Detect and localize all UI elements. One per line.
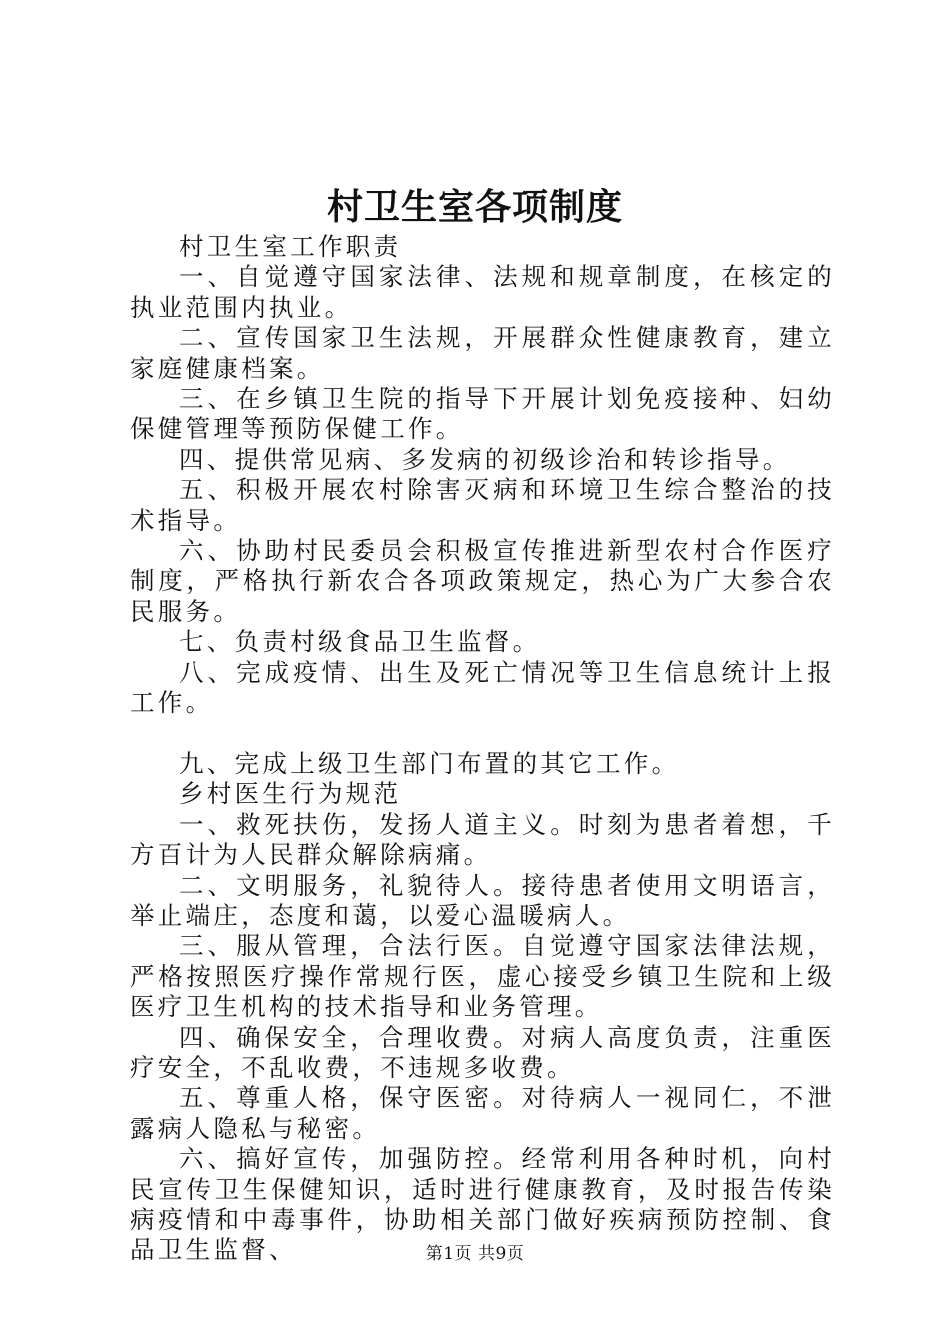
- duty-item-5: 五、积极开展农村除害灭病和环境卫生综合整治的技术指导。: [130, 475, 835, 535]
- duty-item-7: 七、负责村级食品卫生监督。: [179, 627, 541, 657]
- conduct-item-4: 四、确保安全，合理收费。对病人高度负责，注重医疗安全，不乱收费，不违规多收费。: [130, 1022, 835, 1082]
- document-title: 村卫生室各项制度: [326, 186, 623, 228]
- section-heading-duties: 村卫生室工作职责: [179, 232, 402, 261]
- duty-item-9: 九、完成上级卫生部门布置的其它工作。: [179, 748, 680, 778]
- duty-item-8: 八、完成疫情、出生及死亡情况等卫生信息统计上报工作。: [130, 657, 835, 718]
- conduct-item-6: 六、搞好宣传，加强防控。经常利用各种时机，向村民宣传卫生保健知识，适时进行健康教育，及时报告传染病疫情和中毒事件，协助相关部门做好疾病预防控制、食品卫生监督、: [130, 1144, 835, 1265]
- conduct-item-2: 二、文明服务，礼貌待人。接待患者使用文明语言，举止端庄，态度和蔼，以爱心温暖病人。: [130, 870, 835, 930]
- duty-item-2: 二、宣传国家卫生法规，开展群众性健康教育，建立家庭健康档案。: [130, 323, 835, 383]
- section-heading-conduct: 乡村医生行为规范: [179, 779, 402, 809]
- duty-item-4: 四、提供常见病、多发病的初级诊治和转诊指导。: [179, 444, 791, 474]
- document-body: [130, 232, 835, 1266]
- duty-item-3: 三、在乡镇卫生院的指导下开展计划免疫接种、妇幼保健管理等预防保健工作。: [130, 384, 835, 444]
- conduct-item-5: 五、尊重人格，保守医密。对待病人一视同仁，不泄露病人隐私与秘密。: [130, 1083, 835, 1143]
- conduct-item-3: 三、服从管理，合法行医。自觉遵守国家法律法规，严格按照医疗操作常规行医，虚心接受乡镇卫生院和上级医疗卫生机构的技术指导和业务管理。: [130, 931, 835, 1022]
- page-number-footer: 第1页 共9页: [425, 1244, 525, 1264]
- conduct-item-1: 一、救死扶伤，发扬人道主义。时刻为患者着想，千方百计为人民群众解除病痛。: [130, 809, 835, 870]
- duty-item-6: 六、协助村民委员会积极宣传推进新型农村合作医疗制度，严格执行新农合各项政策规定，热心为广大参合农民服务。: [130, 536, 835, 626]
- duty-item-1: 一、自觉遵守国家法律、法规和规章制度，在核定的执业范围内执业。: [130, 262, 835, 322]
